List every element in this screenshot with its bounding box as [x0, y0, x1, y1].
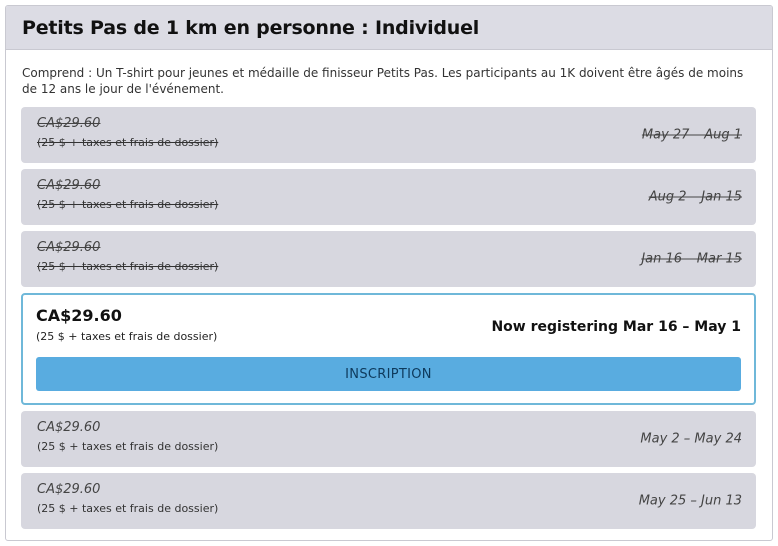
card-header — [6, 6, 772, 50]
tier-dates: Jan 16 – Mar 15 — [641, 251, 742, 267]
price-tier-past — [21, 107, 756, 163]
price-tier-past — [21, 231, 756, 287]
card-title: Petits Pas de 1 km en personne : Individuel — [22, 16, 480, 39]
tier-dates: May 2 – May 24 — [640, 431, 742, 447]
price-tier-current — [21, 293, 756, 405]
tier-dates: Aug 2 – Jan 15 — [648, 189, 742, 205]
tier-price: CA$29.60 — [36, 306, 122, 325]
tier-price: CA$29.60 — [37, 482, 101, 497]
inscription-button[interactable]: INSCRIPTION — [36, 357, 741, 391]
tier-price: CA$29.60 — [37, 178, 101, 193]
tier-fees: (25 $ + taxes et frais de dossier) — [37, 502, 219, 515]
tier-dates: May 27 – Aug 1 — [641, 127, 742, 143]
tier-fees: (25 $ + taxes et frais de dossier) — [36, 330, 218, 343]
price-tier-upcoming — [21, 411, 756, 467]
price-tier-past — [21, 169, 756, 225]
registration-card — [5, 5, 773, 541]
tier-fees: (25 $ + taxes et frais de dossier) — [37, 136, 219, 149]
tier-fees: (25 $ + taxes et frais de dossier) — [37, 440, 219, 453]
tier-price: CA$29.60 — [37, 116, 101, 131]
tier-price: CA$29.60 — [37, 420, 101, 435]
now-registering-label: Now registering Mar 16 – May 1 — [491, 319, 741, 335]
tier-dates: May 25 – Jun 13 — [638, 493, 742, 509]
tier-fees: (25 $ + taxes et frais de dossier) — [37, 260, 219, 273]
card-description: Comprend : Un T-shirt pour jeunes et médaille de finisseur Petits Pas. Les participants au 1K doivent être âgés de moins de 12 ans le jour de l'événement. — [22, 66, 744, 96]
tier-price: CA$29.60 — [37, 240, 101, 255]
tier-fees: (25 $ + taxes et frais de dossier) — [37, 198, 219, 211]
price-tier-upcoming — [21, 473, 756, 529]
